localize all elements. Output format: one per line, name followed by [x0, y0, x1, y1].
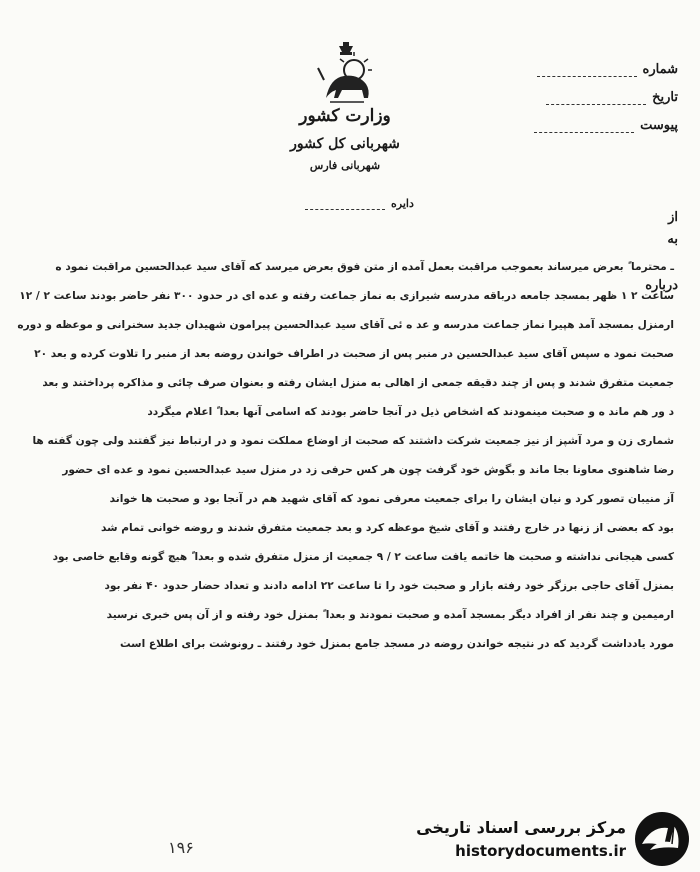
from-label: از [668, 210, 678, 225]
body-line: مورد یادداشت گردید که در نتیجه خواندن روضه در مسجد جامع بمنزل خود رفتند ـ رونوشت برای اطلاع است [119, 638, 674, 650]
date-label: تاریخ [652, 90, 678, 105]
body-line: صحبت نمود ه سپس آقای سید عبدالحسین در منبر پس از صحبت در اطراف خواندن روضه بعد از منبر را تلاوت کرده و بعد ۲۰ [34, 348, 674, 360]
body-line: ارمیمین و چند نفر از افراد دیگر بمسجد آمده و صحبت نمودند و بعدا ً بمنزل خود رفته و از آن پس خبری نرسید [106, 609, 674, 621]
department-line [305, 209, 385, 210]
attachment-field [534, 118, 678, 133]
archive-logo-name: مرکز بررسی اسناد تاریخی [416, 818, 626, 837]
department-title: شهربانی فارس [309, 159, 381, 172]
number-label: شماره [642, 62, 678, 77]
body-line: جمعیت متفرق شدند و پس از چند دقیقه جمعی از اهالی به منزل ایشان رفته و بعنوان صرف چائی و مذاکره پرداختند و بعد [42, 377, 674, 389]
number-field [537, 62, 678, 77]
attachment-label: پیوست [640, 118, 678, 133]
to-label: به [667, 232, 678, 247]
body-line: رضا شاهنوی معاونا بجا ماند و بگوش خود گرفت چون هر کس حرفی زد در منزل سید عبدالحسین نمود و عده ای حضور [62, 464, 674, 476]
body-line: ساعت ۲ ۱ ظهر بمسجد جامعه درباقه مدرسه شیرازی به نماز جماعت رفته و عده ای در حدود ۳۰۰ نفر حاضر بودند ساعت ۲ / ۱۲ [19, 290, 674, 302]
body-line: شماری زن و مرد آشپز از نیز جمعیت شرکت داشتند که صحبت از اوضاع مملکت نمود و در ارتباط نیز گفتند ولی چون گفته ها [32, 435, 674, 447]
body-line: ـ محترما ً بعرض میرساند بعموجب مراقبت بعمل آمده از متن فوق بعرض میرسد که آقای سید عبدالحسین مراقبت نمود ه [55, 261, 674, 273]
date-field [546, 90, 678, 105]
archive-book-logo-icon [628, 810, 692, 868]
body-line: بمنزل آقای حاجی برزگر خود رفته بازار و صحبت خود را تا ساعت ۲۲ ادامه دادند و تعداد حضار حدود ۴۰ نفر بود [104, 580, 674, 592]
body-line: ارمنزل بمسجد آمد هپیرا نماز جماعت مدرسه و عد ه ئی آقای سید عبدالحسین پیرامون شهیدان جدید سخنرانی و موعظه و دوره [17, 319, 674, 331]
subject-label: درباره [645, 278, 678, 293]
date-line [546, 103, 646, 105]
archive-logo-url: historydocuments.ir [455, 842, 626, 860]
attachment-line [534, 131, 634, 133]
lion-and-sun-emblem-icon [316, 40, 376, 108]
body-line: آز منیبان تصور کرد و نیان ایشان را برای جمعیت معرفی نمود که آقای شهید هم در آنجا بود و صحبت ها خواند [109, 493, 674, 505]
page-number: ۱۹۶ [168, 838, 194, 857]
body-line: کسی هیجانی نداشته و صحبت ها خاتمه یافت ساعت ۲ / ۹ جمعیت از منزل متفرق شده و بعدا ً هیچ گونه وقایع خاصی بود [52, 551, 674, 563]
letter-body [17, 258, 674, 654]
ministry-title: وزارت کشور [299, 106, 391, 126]
body-line: د ور هم ماند ه و صحبت مینمودند که اشخاص ذیل در آنجا حاضر بودند که اسامی آنها بعدا ً اعلام میگردد [147, 406, 674, 418]
body-line: بود که بعضی از زنها در خارج رفتند و آقای شیخ موعظه کرد و بعد جمعیت متفرق شدند و روضه خوانی تمام شد [101, 522, 674, 534]
department-label: دایره [391, 197, 414, 210]
number-line [537, 75, 637, 77]
organization-title: شهربانی کل کشور [290, 136, 400, 152]
department-field [305, 197, 414, 210]
